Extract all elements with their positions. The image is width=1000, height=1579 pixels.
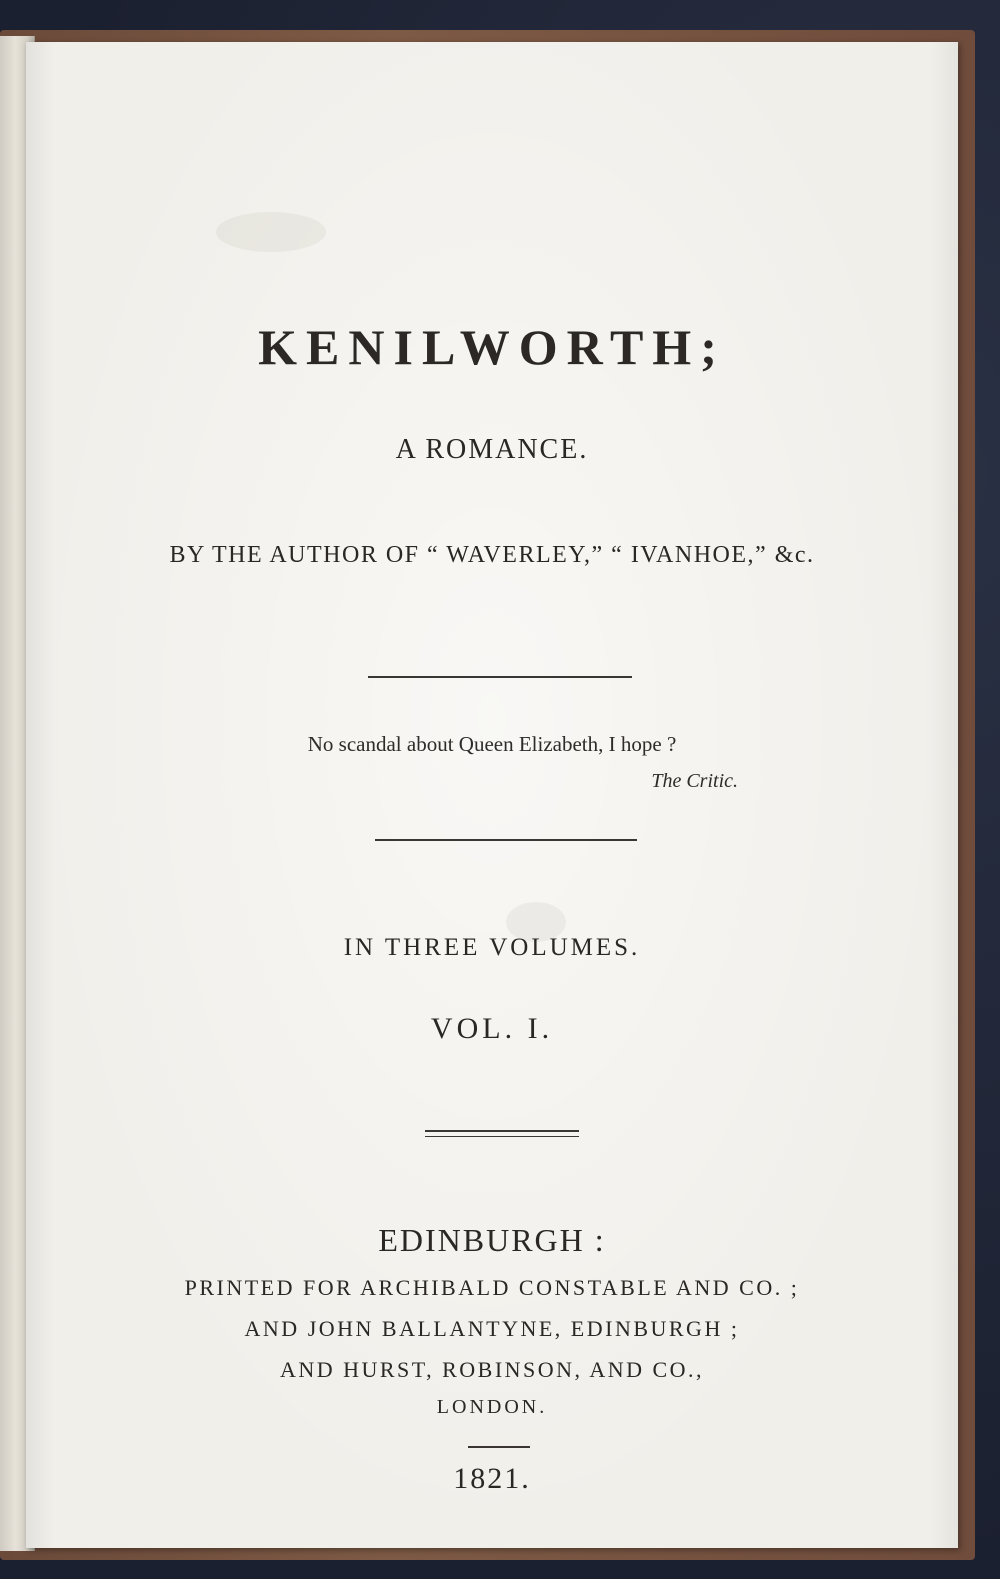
book-subtitle: A ROMANCE. bbox=[395, 434, 589, 465]
divider-rule bbox=[375, 839, 637, 841]
epigraph-attribution: The Critic. bbox=[651, 770, 738, 792]
double-rule-bottom bbox=[425, 1136, 579, 1137]
volume-number: VOL. I. bbox=[430, 1012, 554, 1045]
publication-year: 1821. bbox=[453, 1462, 531, 1495]
imprint-line: LONDON. bbox=[436, 1396, 548, 1418]
author-byline: BY THE AUTHOR OF “ WAVERLEY,” “ IVANHOE,” &c. bbox=[169, 542, 815, 568]
title-page bbox=[26, 42, 958, 1548]
imprint-line: AND HURST, ROBINSON, AND CO., bbox=[279, 1357, 705, 1382]
book-title: KENILWORTH; bbox=[258, 319, 726, 375]
imprint-line: PRINTED FOR ARCHIBALD CONSTABLE AND CO. ; bbox=[184, 1275, 800, 1300]
paper-stain bbox=[216, 212, 326, 252]
divider-rule bbox=[368, 676, 632, 678]
volume-count: IN THREE VOLUMES. bbox=[343, 934, 641, 961]
short-rule bbox=[468, 1446, 530, 1448]
epigraph-quote: No scandal about Queen Elizabeth, I hope ? bbox=[307, 732, 677, 756]
imprint-line: AND JOHN BALLANTYNE, EDINBURGH ; bbox=[244, 1316, 740, 1341]
imprint-place: EDINBURGH : bbox=[378, 1222, 606, 1258]
double-rule-top bbox=[425, 1130, 579, 1132]
